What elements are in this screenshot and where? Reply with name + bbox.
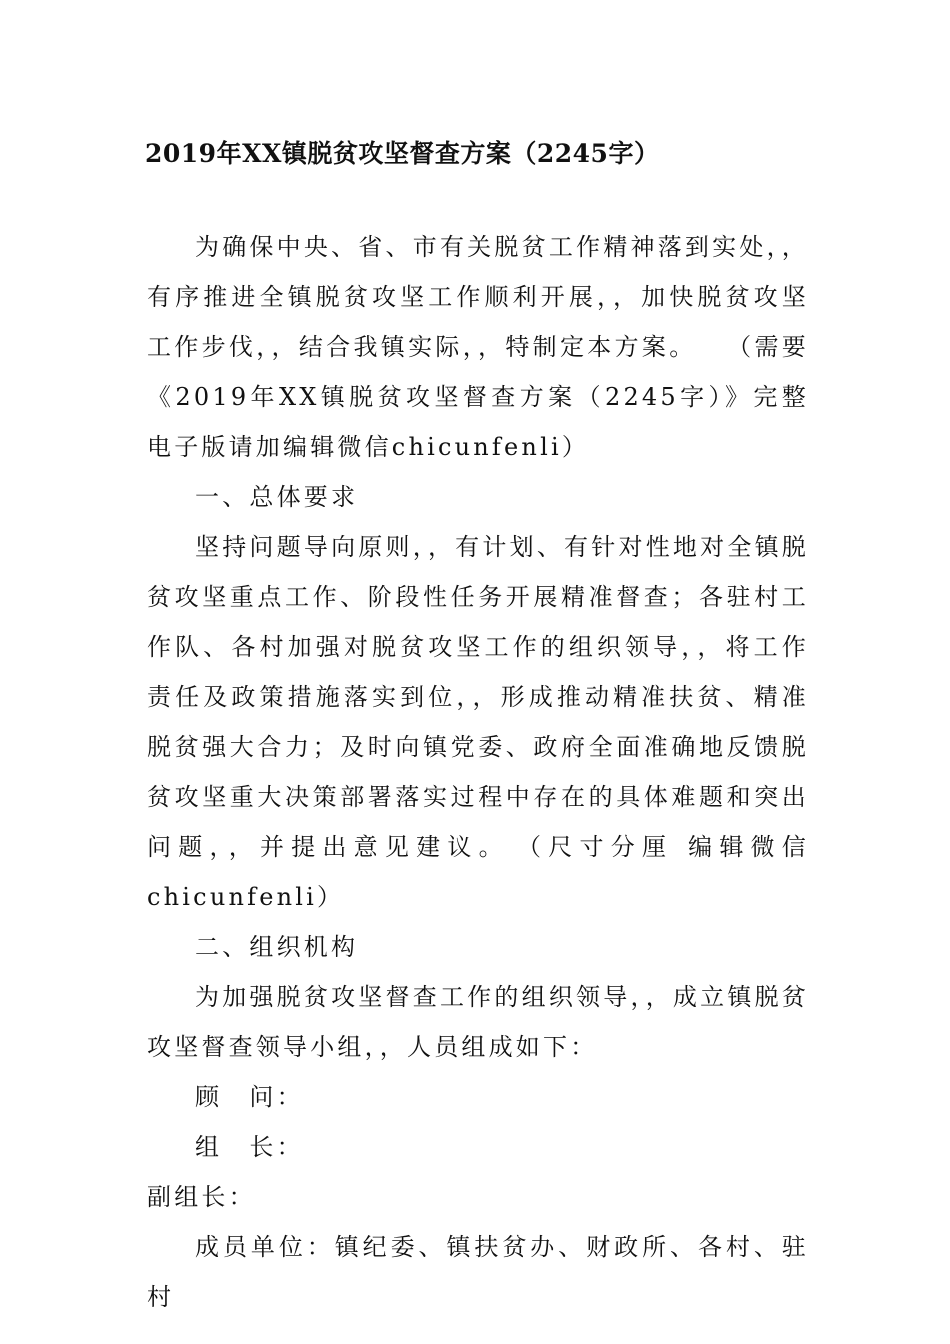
section-heading-general-requirements: 一、总体要求 [195, 483, 359, 511]
organization-paragraph: 为加强脱贫攻坚督查工作的组织领导，，成立镇脱贫攻坚督查领导小组，，人员组成如下： [147, 983, 809, 1061]
deputy-leader-line: 副组长： [147, 1183, 256, 1211]
team-leader-line: 组 长： [195, 1133, 304, 1161]
document-body [147, 222, 809, 1322]
general-requirements-paragraph: 坚持问题导向原则，，有计划、有针对性地对全镇脱贫攻坚重点工作、阶段性任务开展精准督查；各驻村工作队、各村加强对脱贫攻坚工作的组织领导，，将工作责任及政策措施落实到位，，形成推动精准扶贫、精准脱贫强大合力；及时向镇党委、政府全面准确地反馈脱贫攻坚重大决策部署落实过程中存在的具体难题和突出问题，，并提出意见建议。 （尺寸分厘 编辑微信chicunfenli） [147, 533, 809, 911]
document-title: 2019年XX镇脱贫攻坚督查方案（2245字） [145, 139, 660, 168]
intro-paragraph: 为确保中央、省、市有关脱贫工作精神落到实处，，有序推进全镇脱贫攻坚工作顺利开展，，加快脱贫攻坚工作步伐，，结合我镇实际，，特制定本方案。 （需要《2019年XX镇脱贫攻坚督查方案（2245字）》完整电子版请加编辑微信chicunfenli） [147, 233, 809, 461]
advisor-line: 顾 问： [195, 1083, 304, 1111]
member-units-line: 成员单位：镇纪委、镇扶贫办、财政所、各村、驻村 [147, 1233, 809, 1311]
section-heading-organization: 二、组织机构 [195, 933, 359, 961]
